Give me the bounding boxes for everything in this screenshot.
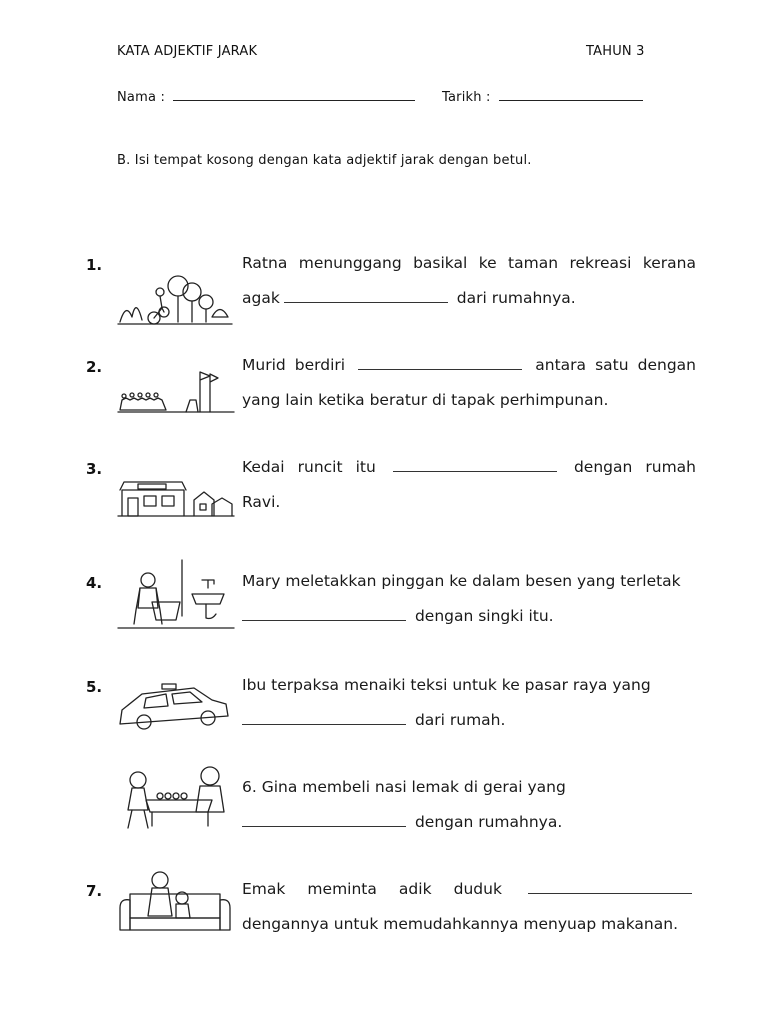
question-number-2: 2. — [86, 358, 103, 376]
question-6-answer-blank[interactable] — [242, 812, 406, 827]
cycling-park-icon — [116, 262, 234, 334]
shop-house-icon — [116, 462, 234, 534]
question-4-text-after: dengan singki itu. — [414, 607, 554, 625]
question-number-3: 3. — [86, 460, 103, 478]
question-5-answer-blank[interactable] — [242, 710, 406, 725]
question-1-text-before: Ratna menunggang basikal ke taman rekreasi kerana agak — [242, 254, 696, 307]
question-4 — [242, 564, 696, 634]
question-2-text-before: Murid berdiri — [242, 356, 346, 374]
question-6-text-after: dengan rumahnya. — [414, 813, 563, 831]
question-2-text-after: antara satu dengan yang lain ketika beratur di tapak perhimpunan. — [242, 356, 696, 409]
question-6-text-before: 6. Gina membeli nasi lemak di gerai yang — [242, 778, 566, 796]
question-number-7: 7. — [86, 882, 103, 900]
question-4-text-before: Mary meletakkan pinggan ke dalam besen yang terletak — [242, 572, 681, 590]
sofa-icon — [116, 868, 234, 940]
question-3-answer-blank[interactable] — [393, 457, 557, 472]
question-3-text-before: Kedai runcit itu — [242, 458, 376, 476]
question-7-text-after: dengannya untuk memudahkannya menyuap makanan. — [242, 915, 678, 933]
food-stall-icon — [116, 762, 234, 834]
question-7-answer-blank[interactable] — [528, 879, 692, 894]
question-number-5: 5. — [86, 678, 103, 696]
question-1-answer-blank[interactable] — [284, 288, 448, 303]
question-2-answer-blank[interactable] — [358, 355, 522, 370]
question-5 — [242, 668, 696, 738]
instruction-text: B. Isi tempat kosong dengan kata adjektif jarak dengan betul. — [117, 153, 532, 168]
question-number-4: 4. — [86, 574, 103, 592]
date-field[interactable] — [499, 100, 643, 101]
question-7 — [242, 872, 696, 942]
date-label: Tarikh : — [442, 90, 491, 105]
question-2 — [242, 348, 696, 418]
question-1 — [242, 246, 696, 316]
grade-label: TAHUN 3 — [586, 44, 645, 59]
sink-icon — [116, 558, 234, 630]
question-1-text-after: dari rumahnya. — [456, 289, 576, 307]
name-field[interactable] — [173, 100, 415, 101]
question-7-text-before: Emak meminta adik duduk — [242, 880, 502, 898]
question-5-text-after: dari rumah. — [414, 711, 506, 729]
question-4-answer-blank[interactable] — [242, 606, 406, 621]
worksheet-title: KATA ADJEKTIF JARAK — [117, 44, 258, 59]
date-row — [442, 90, 643, 105]
question-6 — [242, 770, 696, 840]
question-3 — [242, 450, 696, 520]
assembly-icon — [116, 360, 234, 432]
name-row — [117, 90, 415, 105]
taxi-icon — [116, 670, 234, 742]
question-3-text-after: dengan rumah Ravi. — [242, 458, 696, 511]
question-5-text-before: Ibu terpaksa menaiki teksi untuk ke pasar raya yang — [242, 676, 651, 694]
name-label: Nama : — [117, 90, 166, 105]
question-number-1: 1. — [86, 256, 103, 274]
